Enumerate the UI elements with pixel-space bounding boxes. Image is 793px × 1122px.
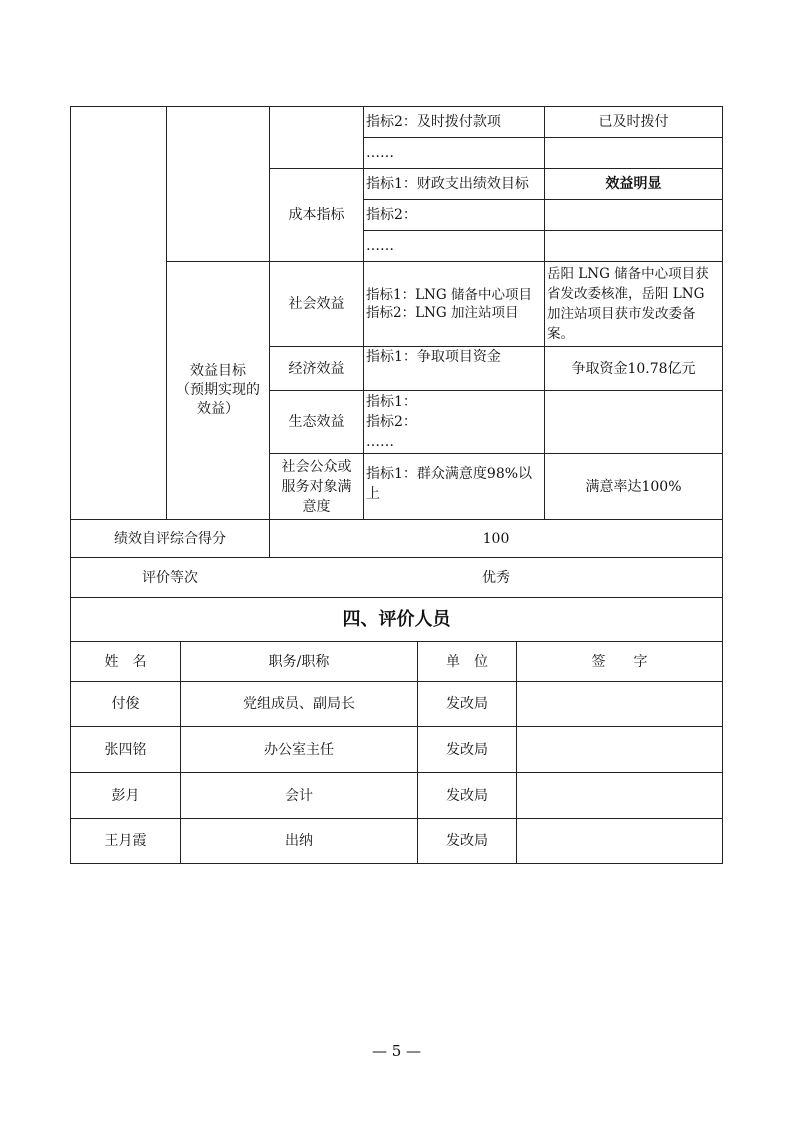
value-cell	[545, 200, 722, 230]
evaluator-unit: 发改局	[446, 833, 488, 849]
benefit-category: 社会效益	[288, 296, 345, 312]
value-cell: 岳阳 LNG 储备中心项目获省发改委核准，岳阳 LNG 加注站项目获市发改委备案。	[547, 266, 709, 342]
evaluator-title: 办公室主任	[264, 741, 334, 758]
evaluator-title: 会计	[285, 787, 313, 804]
value-cell	[545, 391, 722, 453]
table-rule	[722, 106, 723, 864]
evaluator-name: 王月霞	[104, 833, 147, 849]
benefit-target-label: 效益目标 （预期实现的 效益）	[176, 363, 260, 417]
column-header-title: 职务/职称	[268, 653, 330, 670]
evaluator-name: 付俊	[111, 696, 140, 712]
indicator-cell: ……	[366, 145, 394, 161]
evaluator-unit: 发改局	[446, 741, 488, 758]
evaluator-unit: 发改局	[446, 696, 488, 712]
benefit-category: 生态效益	[288, 414, 345, 430]
column-header-sign: 签 字	[591, 653, 648, 670]
column-header-name: 姓 名	[104, 653, 147, 670]
indicator-cell: 指标2：	[366, 207, 417, 223]
indicator-cell: 指标1：财政支出绩效目标	[366, 176, 529, 192]
signature-field[interactable]	[517, 727, 722, 772]
cost-indicator-label: 成本指标	[288, 207, 345, 223]
grade-value: 优秀	[482, 569, 510, 586]
value-cell: 争取资金10.78亿元	[571, 360, 696, 377]
signature-field[interactable]	[517, 773, 722, 818]
indicator-cell: 指标1：LNG 储备中心项目 指标2：LNG 加注站项目	[366, 287, 532, 321]
evaluator-title: 出纳	[285, 833, 313, 849]
grade-label: 评价等次	[142, 569, 198, 586]
evaluator-title: 党组成员、副局长	[243, 696, 355, 712]
value-cell: 效益明显	[605, 176, 662, 192]
indicator-cell: 指标1：争取项目资金	[366, 349, 501, 365]
section-title: 四、评价人员	[342, 608, 451, 630]
value-cell: 已及时拨付	[598, 114, 669, 130]
benefit-category: 社会公众或 服务对象满 意度	[281, 458, 352, 515]
indicator-cell: 指标2：及时拨付款项	[366, 114, 501, 130]
benefit-category: 经济效益	[288, 360, 345, 377]
value-cell: 满意率达100%	[585, 478, 682, 495]
evaluator-name: 彭月	[111, 787, 140, 804]
signature-field[interactable]	[517, 819, 722, 863]
signature-field[interactable]	[517, 682, 722, 726]
indicator-cell: 指标1： 指标2： ……	[366, 394, 417, 450]
table-rule	[363, 106, 364, 520]
page-number: — 5 —	[371, 1042, 422, 1060]
evaluator-name: 张四铭	[104, 741, 147, 758]
value-cell	[545, 231, 722, 261]
indicator-cell: ……	[366, 238, 394, 254]
score-label: 绩效自评综合得分	[114, 530, 226, 547]
indicator-cell: 指标1：群众满意度98%以 上	[366, 466, 533, 502]
table-rule	[70, 863, 723, 864]
evaluator-unit: 发改局	[446, 787, 488, 804]
score-value: 100	[482, 530, 510, 547]
column-header-unit: 单 位	[446, 653, 488, 670]
value-cell	[545, 138, 722, 168]
